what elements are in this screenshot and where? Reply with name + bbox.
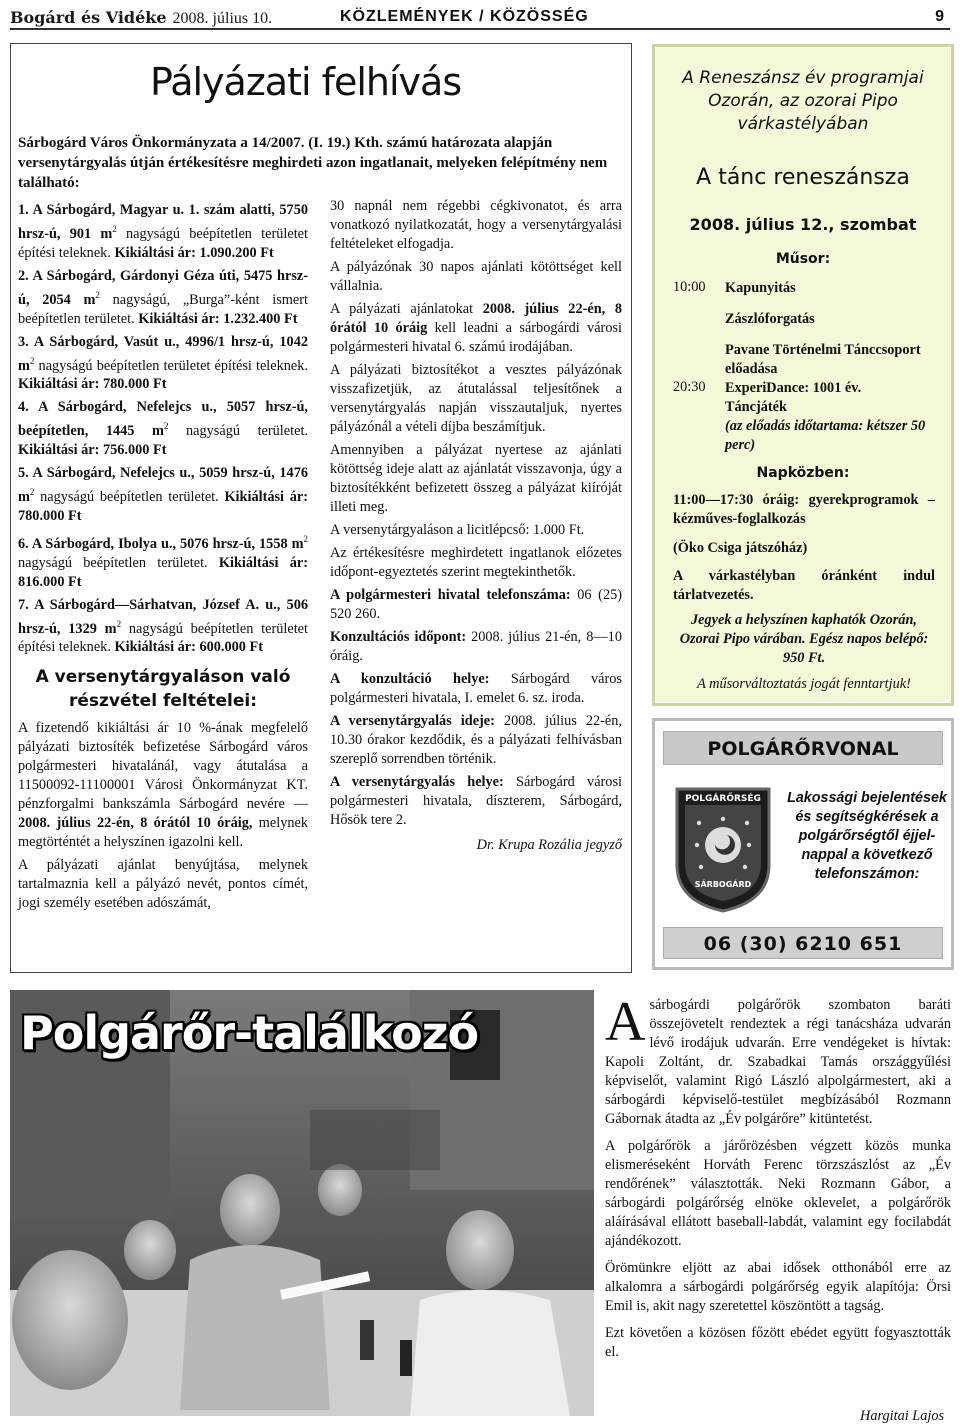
property-price: Kikiáltási ár: 780.000 Ft: [18, 488, 308, 524]
tickets: Jegyek a helyszínen kaphatók Ozorán, Ozorai Pipo várában. Egész napos belépő: 950 Ft.: [679, 612, 929, 666]
property-list: [18, 201, 308, 657]
program-item: Zászlóforgatás: [725, 311, 815, 327]
hotline-phone: 06 (30) 6210 651: [663, 927, 943, 959]
property-bold: 1. A Sárbogárd, Magyar u. 1. szám alatti, 5750 hrsz-ú, 901 m: [18, 202, 308, 242]
text: A pályázati ajánlatokat: [330, 301, 483, 317]
property-sup: 2: [116, 618, 122, 629]
property-item: [18, 398, 308, 460]
property-rest: nagyságú területet.: [168, 423, 308, 440]
program-title: A Reneszánsz év programjai Ozorán, az ozorai Pipo várkastélyában: [682, 68, 924, 134]
tender-paragraph: A pályázati biztosítékot a vesztes pályázónak visszafizetjük, az átutalással teljesítőnek a versenytárgyalás napján visszautaljuk, nyertes pályázónál a vételi díjba beszámítjuk.: [330, 362, 622, 435]
property-rest: nagyságú, „Burga”-ként ismert beépítetlen területet.: [18, 291, 308, 327]
submission-deadline: 2008. július 22-én, 8 órától 10 óráig: [330, 301, 622, 336]
program-item: Pavane Történelmi Tánccsoport előadása: [725, 342, 921, 377]
article-paragraph: Örömünkre eljött az abai idősek otthonából erre az alkalomra a sárbogárdi polgárőrség egyik alapítója: Örsi Emil is, akit nagy szeretettel köszöntött a tagság.: [605, 1260, 951, 1314]
article-paragraph: Ezt követően a közösen főzött ebédet együtt fogyasztották el.: [605, 1325, 951, 1360]
property-bold: 2. A Sárbogárd, Gárdonyi Géza úti, 5475 hrsz-ú, 2054 m: [18, 267, 308, 308]
drop-cap: A: [605, 991, 646, 1053]
property-sup: 2: [163, 421, 169, 432]
tender-paragraph: [330, 773, 622, 830]
program-item: ExperiDance: 1001 év.: [725, 380, 862, 396]
tender-left-column: [18, 201, 308, 917]
label: A polgármesteri hivatal telefonszáma:: [330, 587, 571, 603]
tender-paragraph: A pályázónak 30 napos ajánlati kötöttséget kell vállalnia.: [330, 259, 622, 294]
property-bold: 7. A Sárbogárd—Sárhatvan, József A. u., 506 hrsz-ú, 1329 m: [18, 596, 308, 637]
article-paragraph: A polgárőrök a járőrözésben végzett közös munka elismeréseként Horváth Ferenc törzszászlóst az „Év rendőrének” választották. Neki Rozmann Gábor, a sárbogárdi polgárőrség elnöke oklevelet, a polgárőrök aláírásával ellátott baseball-labdát, valamint egy focilabdát ajándékozott.: [605, 1138, 951, 1249]
tender-paragraph: 30 napnál nem régebbi cégkivonatot, és arra vonatkozó nyilatkozatát, hogy a versenytárgyalási feltételeket elfogadja.: [330, 198, 622, 252]
hotline-title: POLGÁRŐRVONAL: [663, 731, 943, 765]
page-header: [10, 6, 950, 30]
badge-top-text: POLGÁRŐRSÉG: [685, 794, 761, 804]
tender-signature: Dr. Krupa Rozália jegyző: [476, 837, 622, 853]
hotline-info: Lakossági bejelentések és segítségkérések a polgárőrségtől éjjel-nappal a következő telefonszámon:: [787, 790, 947, 882]
tours: A várkastélyban óránként indul tárlatvezetés.: [673, 568, 935, 603]
property-rest: nagyságú beépítetlen területet építési teleknek.: [34, 357, 308, 374]
deposit-deadline: 2008. július 22-én, 8 órától 10 óráig,: [18, 815, 253, 832]
label: A versenytárgyalás helye:: [330, 774, 504, 790]
property-price: Kikiáltási ár: 1.090.200 Ft: [114, 244, 274, 261]
disclaimer: A műsorváltoztatás jogát fenntartjuk!: [697, 676, 911, 692]
daytime-text: 11:00—17:30 óráig: gyerekprogramok – kézműves-foglalkozás: [673, 492, 935, 527]
property-item: [18, 267, 308, 329]
offer-paragraph: A pályázati ajánlat benyújtása, melynek tartalmaznia kell a pályázó nevét, pontos címét, jogi személy esetében adószámát,: [18, 857, 308, 912]
property-item: [18, 530, 308, 592]
property-sup: 2: [95, 289, 100, 300]
label: Konzultációs időpont:: [330, 629, 467, 645]
program-label: Műsor:: [775, 251, 831, 267]
property-price: Kikiáltási ár: 780.000 Ft: [18, 376, 167, 393]
tender-title: Pályázati felhívás: [150, 60, 462, 104]
property-item: [18, 201, 308, 263]
property-sup: 2: [29, 487, 35, 498]
property-item: [18, 333, 308, 395]
tender-paragraph: Amennyiben a pályázat nyertese az ajánlati kötöttség ideje alatt az ajánlatát visszavonja, úgy a biztosítékként befizetett összeg a pályázat kiíróját illeti meg.: [330, 442, 622, 515]
property-rest: nagyságú beépítetlen területet építési teleknek.: [18, 225, 308, 261]
property-rest: nagyságú beépítetlen területet.: [18, 554, 219, 571]
property-sup: 2: [303, 533, 308, 544]
property-sup: 2: [29, 355, 35, 366]
property-rest: nagyságú beépítetlen területet.: [34, 488, 225, 505]
conditions-text-end: melynek megtörténtét a helyszínen igazolni kell.: [18, 815, 308, 851]
label: A konzultáció helye:: [330, 671, 490, 687]
photo-title: Polgárőr-találkozó: [20, 1006, 479, 1060]
newspaper-brand: [10, 8, 272, 28]
tender-right-column: [330, 197, 622, 859]
program-time: 10:00: [673, 279, 706, 295]
auction-place: Sárbogárd városi polgármesteri hivatala, díszterem, Sárbogárd, Hősök tere 2.: [330, 774, 622, 828]
property-price: Kikiáltási ár: 1.232.400 Ft: [138, 310, 298, 327]
conditions-title: A versenytárgyaláson való részvétel feltételei:: [35, 667, 291, 712]
program-note: (az előadás időtartama: kétszer 50 perc): [725, 418, 926, 453]
article-paragraph: [605, 991, 951, 1129]
property-item: [18, 596, 308, 658]
office-phone: 06 (25) 520 260.: [330, 587, 623, 622]
tender-paragraph: [330, 628, 622, 666]
program-items-evening: [725, 379, 935, 467]
property-sup: 2: [112, 224, 117, 234]
program-item: Kapunyitás: [725, 280, 796, 296]
text: kell leadni a sárbogárdi városi polgármesteri hivatal 6. számú irodájában.: [330, 320, 623, 355]
consultation-place: Sárbogárd város polgármesteri hivatala, I. emelet 6. sz. iroda.: [330, 671, 622, 706]
hotline-box: [652, 718, 954, 970]
program-subtitle: A tánc reneszánsza: [696, 165, 910, 190]
tender-intro: Sárbogárd Város Önkormányzata a 14/2007. (I. 19.) Kth. számú határozata alapján versenytárgyalás útján értékesítésre meghirdeti azon ingatlanait, melyeken felépítmény nem található:: [18, 135, 608, 191]
brand-name: Bogárd és Vidéke: [10, 8, 167, 27]
tender-paragraph: [330, 670, 622, 708]
daytime-label: Napközben:: [756, 465, 850, 481]
consultation-time: 2008. július 21-én, 8—10 óráig.: [330, 629, 622, 664]
program-item: Táncjáték: [725, 399, 787, 415]
property-price: Kikiáltási ár: 756.000 Ft: [18, 442, 167, 459]
program-time: 20:30: [673, 379, 706, 395]
tender-paragraph: [330, 300, 622, 357]
playhouse: (Öko Csiga játszóház): [673, 540, 808, 556]
program-items-morning: [725, 279, 935, 391]
property-bold: 3. A Sárbogárd, Vasút u., 4996/1 hrsz-ú, 1042 m: [18, 333, 308, 374]
conditions-text: A fizetendő kikiáltási ár 10 %-ának megfelelő pályázati biztosíték befizetése Sárbogárd város polgármesteri hivatalánál, vagy átutalása a 11500092-11100001 Városi Önkormányzat KT. pénzforgalmi bankszámla Sárbogárd nevére —: [18, 720, 308, 813]
conditions-paragraph: [18, 719, 308, 852]
civil-guard-badge-icon: [671, 783, 775, 915]
property-bold: 5. A Sárbogárd, Nefelejcs u., 5059 hrsz-ú, 1476 m: [18, 465, 308, 505]
auction-time: 2008. július 22-én, 10.30 órakor kezdődik, és a pályázati felhívásban szereplő sorrendben történik.: [330, 713, 623, 767]
section-title: KÖZLEMÉNYEK / KÖZÖSSÉG: [340, 8, 589, 25]
badge-bottom-text: SÁRBOGÁRD: [694, 880, 752, 889]
article-text: sárbogárdi polgárőrök szombaton baráti összejövetelt rendeztek a régi tanácsháza udvarán lévő irodájuk udvarán. Erre vendégeket is hívtak: Kapoli Zoltánt, dr. Szabadkai Tamás országgyűlési képviselőt, valamint Rigó László alpolgármestert, aki a sárbogárdi képviselő-testület megbízásából Rozmann Gábornak átadta az „Év polgárőre” kitüntetést.: [605, 997, 951, 1127]
property-bold: 6. A Sárbogárd, Ibolya u., 5076 hrsz-ú, 1558 m: [18, 535, 304, 552]
property-item: [18, 464, 308, 526]
tender-paragraph: [330, 586, 622, 624]
tender-paragraph: Az értékesítésre meghirdetett ingatlanok előzetes időpont-egyeztetés szerint megtekinthetők.: [330, 545, 622, 580]
label: A versenytárgyalás ideje:: [330, 713, 495, 729]
program-date: 2008. július 12., szombat: [689, 215, 917, 234]
page-number: 9: [935, 8, 944, 25]
issue-date: 2008. július 10.: [172, 10, 273, 27]
property-bold: 4. A Sárbogárd, Nefelejcs u., 5057 hrsz-ú, beépítetlen, 1445 m: [18, 399, 308, 440]
property-rest: nagyságú beépítetlen területet építési teleknek.: [18, 620, 308, 656]
property-price: Kikiáltási ár: 816.000 Ft: [18, 554, 308, 590]
tender-paragraph: [330, 712, 622, 769]
tender-paragraph: A versenytárgyaláson a licitlépcső: 1.000 Ft.: [330, 522, 585, 538]
program-box: [652, 44, 954, 706]
meeting-article: [605, 991, 951, 1370]
property-price: Kikiáltási ár: 600.000 Ft: [114, 639, 264, 656]
article-author: Hargitai Lajos: [860, 1408, 945, 1424]
